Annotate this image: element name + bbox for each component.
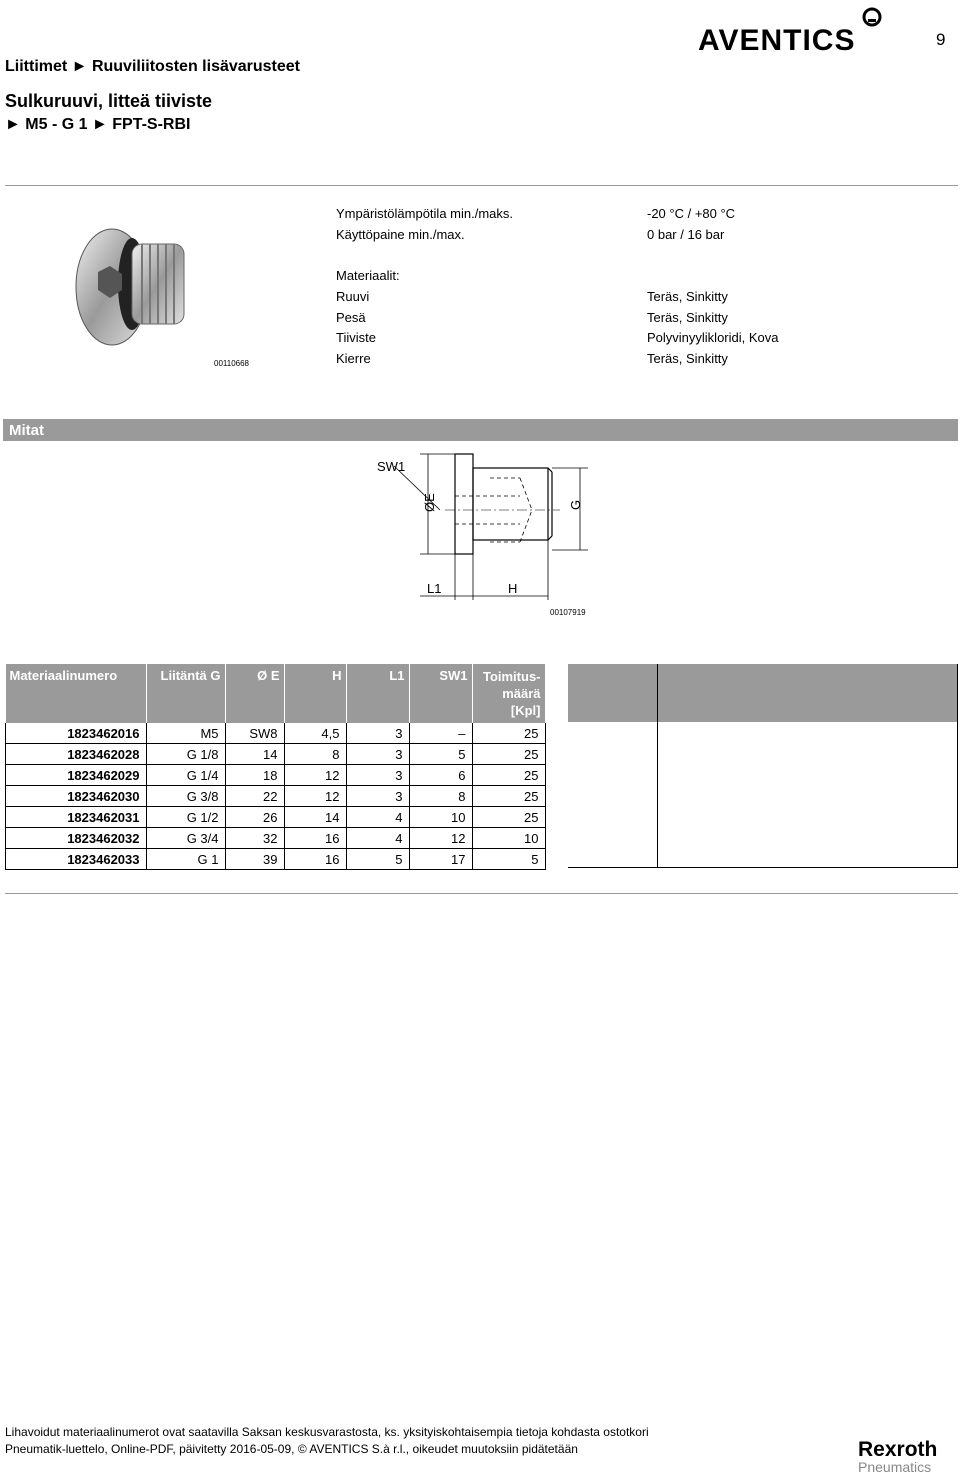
page-subtitle: ► M5 - G 1 ► FPT-S-RBI	[5, 116, 191, 133]
table-cell: SW8	[225, 723, 284, 744]
aventics-logo-text: AVENTICS	[698, 24, 856, 54]
table-cell: 12	[409, 828, 472, 849]
table-cell: 10	[472, 828, 545, 849]
pneumatics-label: Pneumatics	[858, 1459, 932, 1475]
table-cell: 25	[472, 723, 545, 744]
table-cell: 1823462030	[6, 786, 147, 807]
table-cell: 25	[472, 786, 545, 807]
table-cell: G 1/8	[146, 744, 225, 765]
materials-heading: Materiaalit:	[336, 268, 400, 283]
spec-label: Käyttöpaine min./max.	[336, 227, 465, 242]
table-row	[6, 849, 546, 870]
table-cell: 39	[225, 849, 284, 870]
col-header: Materiaalinumero	[6, 664, 147, 723]
table-empty-area	[568, 664, 958, 868]
page-title: Sulkuruuvi, litteä tiiviste	[5, 91, 213, 111]
table-cell: 1823462016	[6, 723, 147, 744]
table-cell: 5	[346, 849, 409, 870]
material-value: Teräs, Sinkitty	[647, 289, 728, 304]
product-table	[5, 664, 546, 870]
label-sw1: SW1	[377, 459, 406, 474]
table-cell: 25	[472, 765, 545, 786]
col-header: SW1	[409, 664, 472, 723]
label-e: ØE	[422, 493, 437, 512]
table-cell: 4,5	[284, 723, 346, 744]
col-header: L1	[346, 664, 409, 723]
table-cell: G 3/8	[146, 786, 225, 807]
material-label: Tiiviste	[336, 330, 376, 345]
material-label: Pesä	[336, 310, 366, 325]
table-cell: 5	[409, 744, 472, 765]
table-cell: 3	[346, 744, 409, 765]
material-value: Polyvinyylikloridi, Kova	[647, 330, 779, 345]
table-cell: M5	[146, 723, 225, 744]
label-h: H	[508, 581, 518, 596]
table-row	[6, 765, 546, 786]
table-cell: 26	[225, 807, 284, 828]
table-cell: 32	[225, 828, 284, 849]
page-number: 9	[936, 30, 946, 49]
table-cell: 12	[284, 765, 346, 786]
table-row	[6, 786, 546, 807]
aventics-logo	[698, 6, 888, 54]
table-cell: 14	[284, 807, 346, 828]
section-title: Mitat	[9, 422, 44, 439]
section-header	[3, 419, 958, 441]
table-cell: 1823462031	[6, 807, 147, 828]
table-cell: 3	[346, 765, 409, 786]
table-cell: 22	[225, 786, 284, 807]
table-cell: G 3/4	[146, 828, 225, 849]
divider	[5, 185, 958, 186]
table-cell: 1823462032	[6, 828, 147, 849]
table-cell: 1823462029	[6, 765, 147, 786]
table-row	[6, 744, 546, 765]
table-cell: 5	[472, 849, 545, 870]
table-cell: 8	[409, 786, 472, 807]
table-cell: 25	[472, 807, 545, 828]
table-cell: 4	[346, 807, 409, 828]
table-row	[6, 723, 546, 744]
footer-copyright: Pneumatik-luettelo, Online-PDF, päivitetty 2016-05-09, © AVENTICS S.à r.l., oikeudet muutoksiin pidätetään	[5, 1442, 578, 1456]
photo-id: 00110668	[214, 359, 249, 368]
material-value: Teräs, Sinkitty	[647, 310, 728, 325]
table-cell: 18	[225, 765, 284, 786]
table-cell: G 1/2	[146, 807, 225, 828]
table-cell: 25	[472, 744, 545, 765]
divider	[5, 893, 958, 894]
material-label: Kierre	[336, 351, 371, 366]
table-header-row	[6, 664, 546, 723]
breadcrumb: Liittimet ► Ruuviliitosten lisävarusteet	[5, 58, 301, 75]
label-g: G	[568, 499, 583, 510]
col-header: Liitäntä G	[146, 664, 225, 723]
spec-label: Ympäristölämpötila min./maks.	[336, 206, 513, 221]
rexroth-logo: Rexroth	[858, 1438, 938, 1461]
table-cell: 3	[346, 786, 409, 807]
table-cell: 8	[284, 744, 346, 765]
table-cell: 16	[284, 849, 346, 870]
spec-value: -20 °C / +80 °C	[647, 206, 736, 221]
table-cell: 1823462033	[6, 849, 147, 870]
table-cell: 6	[409, 765, 472, 786]
table-cell: 3	[346, 723, 409, 744]
material-value: Teräs, Sinkitty	[647, 351, 728, 366]
table-cell: 17	[409, 849, 472, 870]
label-l1: L1	[427, 581, 442, 596]
col-header: Toimitus- määrä [Kpl]	[472, 664, 545, 723]
table-row	[6, 828, 546, 849]
table-cell: 4	[346, 828, 409, 849]
table-row	[6, 807, 546, 828]
table-cell: 1823462028	[6, 744, 147, 765]
spec-value: 0 bar / 16 bar	[647, 227, 725, 242]
table-cell: G 1/4	[146, 765, 225, 786]
table-cell: G 1	[146, 849, 225, 870]
col-header: H	[284, 664, 346, 723]
table-cell: –	[409, 723, 472, 744]
table-cell: 14	[225, 744, 284, 765]
table-cell: 10	[409, 807, 472, 828]
table-cell: 16	[284, 828, 346, 849]
dimension-drawing	[360, 450, 600, 620]
col-header: Ø E	[225, 664, 284, 723]
product-photo	[70, 222, 200, 352]
footer-note: Lihavoidut materiaalinumerot ovat saatavilla Saksan keskusvarastosta, ks. yksityiskohtaisempia tietoja kohdasta ostotkori	[5, 1425, 649, 1439]
table-cell: 12	[284, 786, 346, 807]
drawing-id: 00107919	[550, 608, 586, 617]
material-label: Ruuvi	[336, 289, 370, 304]
